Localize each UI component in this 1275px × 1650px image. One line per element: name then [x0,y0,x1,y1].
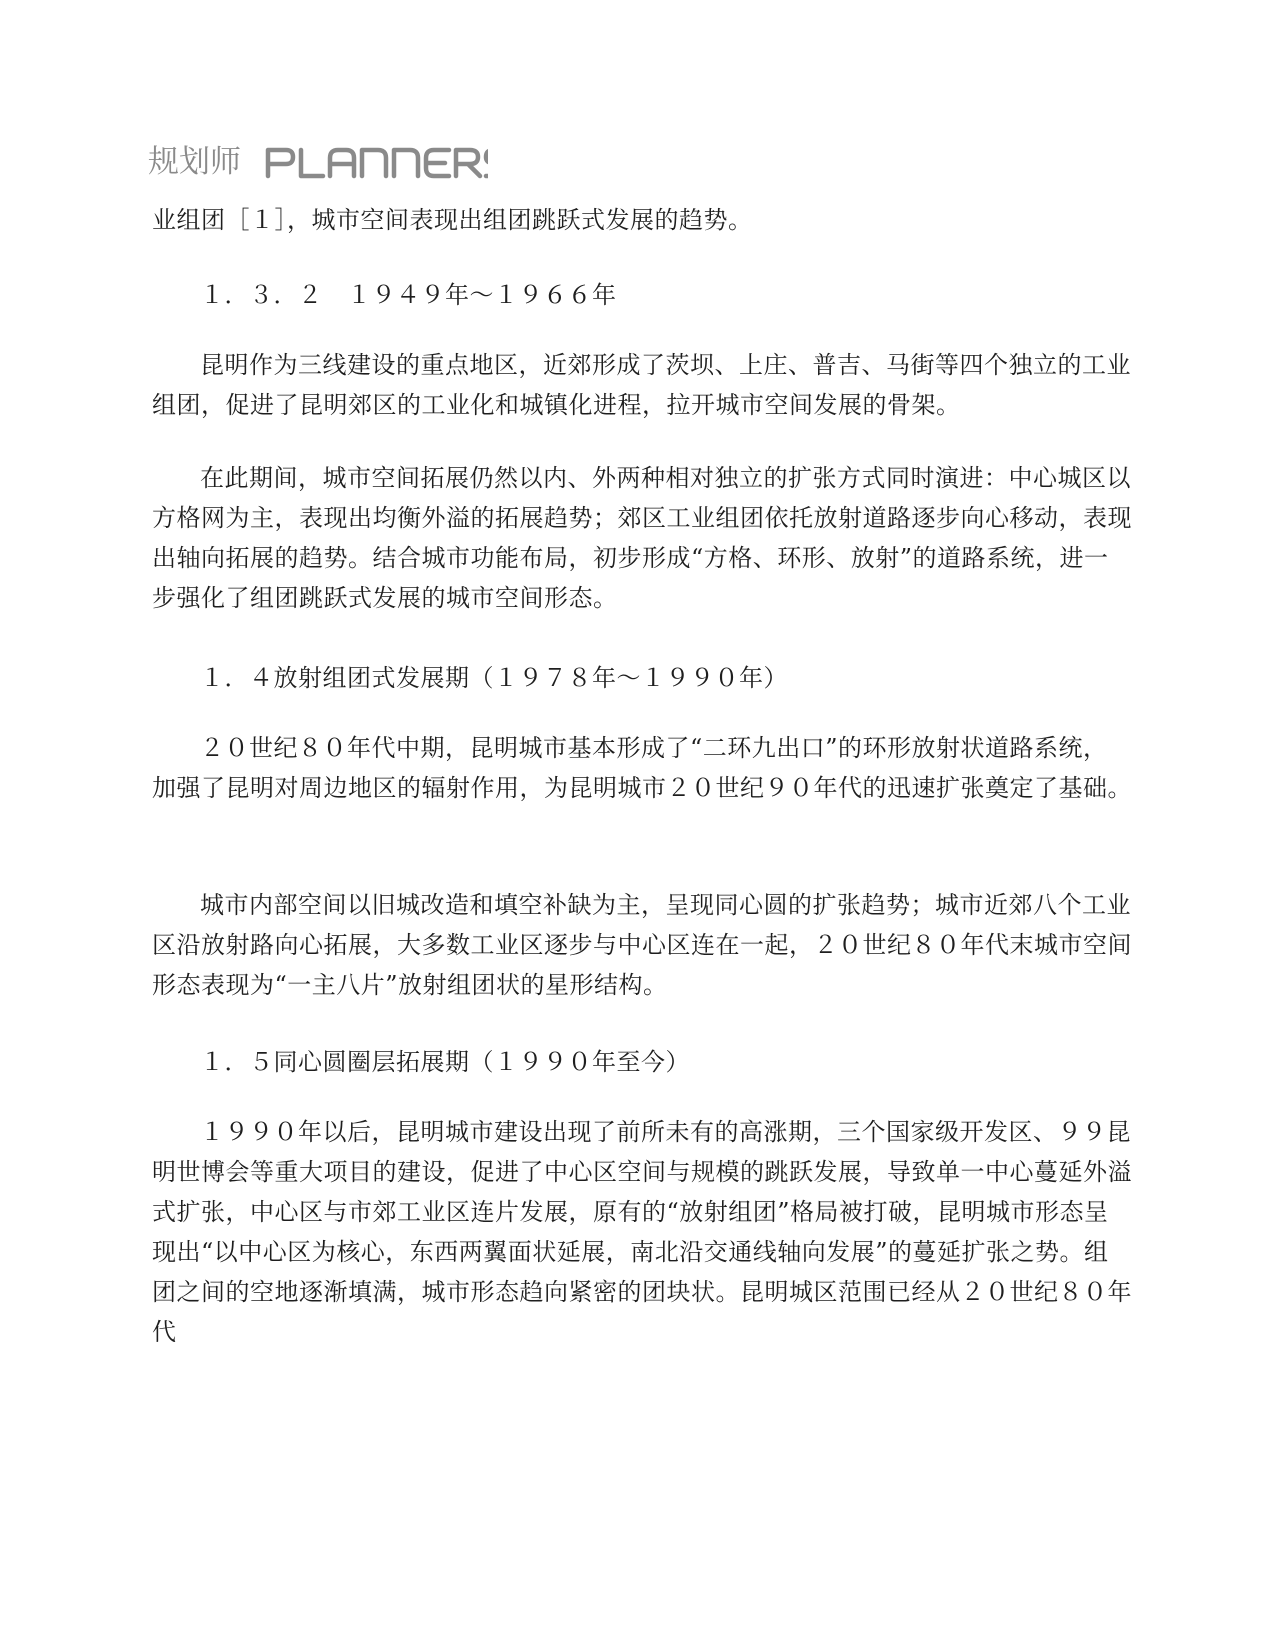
paragraph-concentric-expansion: １９９０年以后，昆明城市建设出现了前所未有的高涨期，三个国家级开发区、９９昆明世博会等重大项目的建设，促进了中心区空间与规模的跳跃发展，导致单一中心蔓延外溢式扩张，中心区与市郊工业区连片发展，原有的“放射组团”格局被打破，昆明城市形态呈现出“以中心区为核心，东西两翼面状延展，南北沿交通线轴向发展”的蔓延扩张之势。组团之间的空地逐渐填满，城市形态趋向紧密的团块状。昆明城区范围已经从２０世纪８０年代 [152,1118,1132,1346]
paragraph-continuation: 业组团［１］，城市空间表现出组团跳跃式发展的趋势。 [152,206,753,234]
section-heading-1-3-2: １．３．２ １９４９年～１９６６年 [200,281,617,309]
paragraph-ring-roads: ２０世纪８０年代中期，昆明城市基本形成了“二环九出口”的环形放射状道路系统，加强了昆明对周边地区的辐射作用，为昆明城市２０世纪９０年代的迅速扩张奠定了基础。 [152,734,1132,802]
paragraph-third-front: 昆明作为三线建设的重点地区，近郊形成了茨坝、上庄、普吉、马街等四个独立的工业组团，促进了昆明郊区的工业化和城镇化进程，拉开城市空间发展的骨架。 [152,351,1131,419]
planners-logo [148,140,508,190]
section-heading-1-4: １．４放射组团式发展期（１９７８年～１９９０年） [200,664,788,692]
logo-chinese: 规划师 [148,144,241,179]
paragraph-star-structure: 城市内部空间以旧城改造和填空补缺为主，呈现同心圆的扩张趋势；城市近郊八个工业区沿放射路向心拓展，大多数工业区逐步与中心区连在一起，２０世纪８０年代末城市空间形态表现为“一主八片”放射组团状的星形结构。 [152,891,1132,999]
logo-planners [268,150,488,176]
section-heading-1-5: １．５同心圆圈层拓展期（１９９０年至今） [200,1048,690,1076]
paragraph-expansion-modes: 在此期间，城市空间拓展仍然以内、外两种相对独立的扩张方式同时演进：中心城区以方格网为主，表现出均衡外溢的拓展趋势；郊区工业组团依托放射道路逐步向心移动，表现出轴向拓展的趋势。结合城市功能布局，初步形成“方格、环形、放射”的道路系统，进一步强化了组团跳跃式发展的城市空间形态。 [152,464,1132,612]
